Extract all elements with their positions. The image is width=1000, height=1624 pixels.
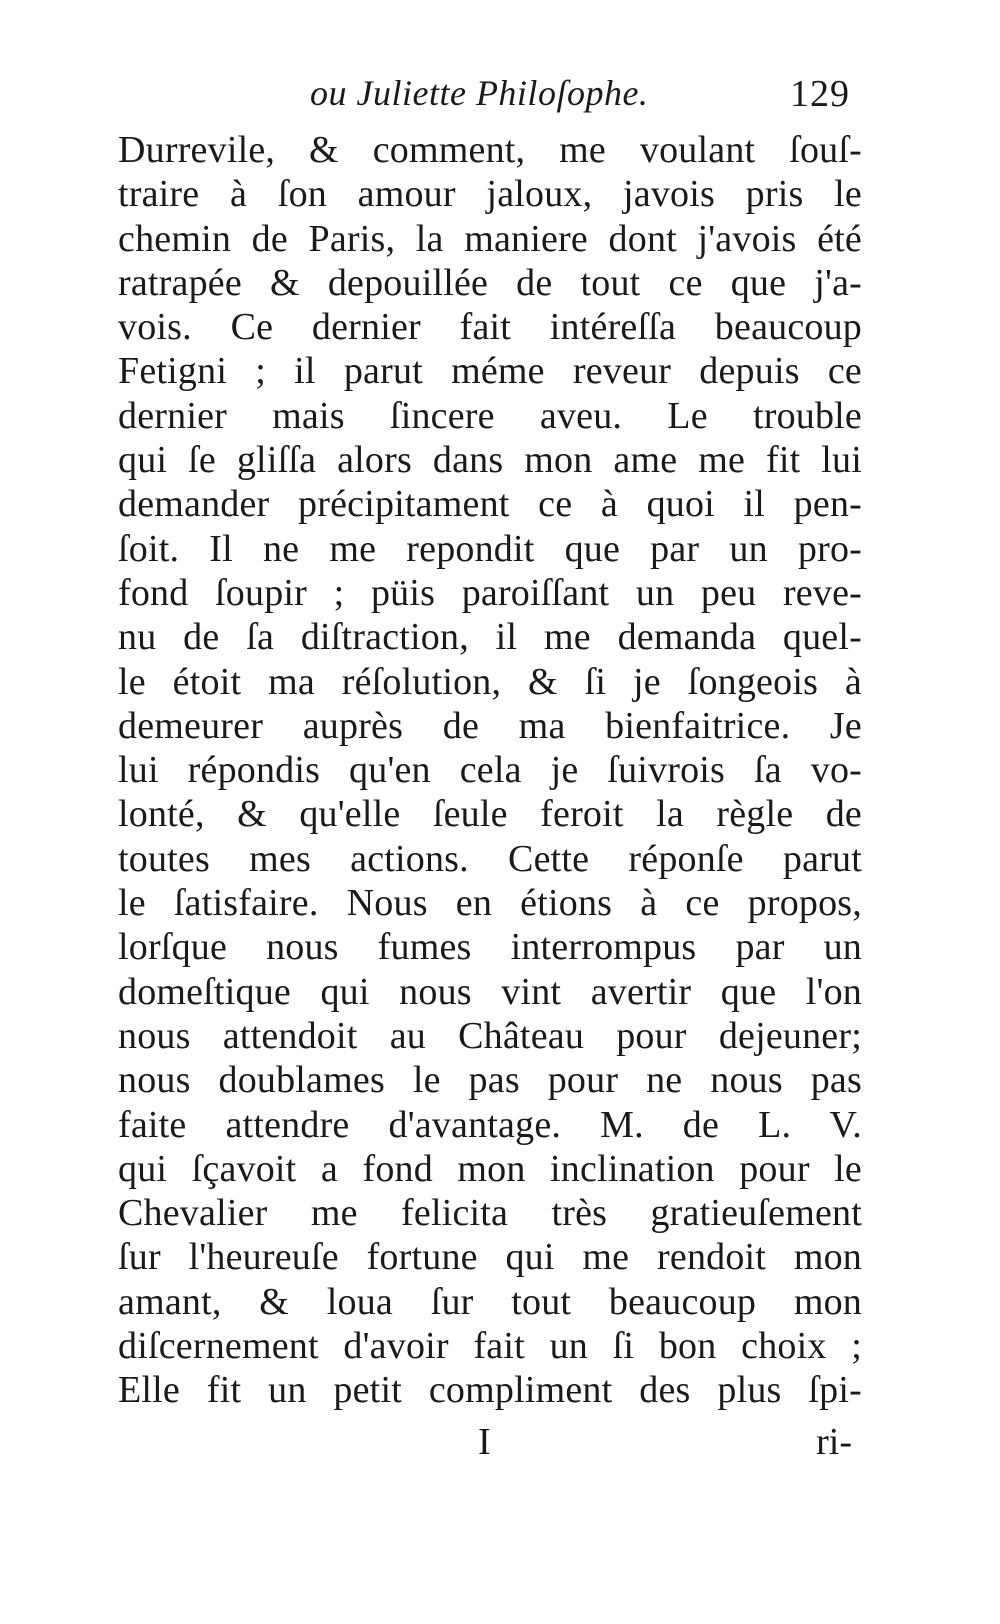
page-footer bbox=[118, 1420, 862, 1466]
text-line: fond ſoupir ; püis paroiſſant un peu reve- bbox=[118, 571, 862, 614]
catchword: ri- bbox=[816, 1421, 852, 1463]
text-line: faite attendre d'avantage. M. de L. V. bbox=[118, 1103, 862, 1146]
text-line: Durrevile, & comment, me voulant ſouſ- bbox=[118, 129, 862, 171]
text-line: nous attendoit au Château pour dejeuner; bbox=[118, 1014, 862, 1057]
body-text bbox=[118, 128, 862, 1413]
text-line: qui ſe gliſſa alors dans mon ame me fit lui bbox=[118, 439, 862, 482]
text-line: domeſtique qui nous vint avertir que l'on bbox=[118, 970, 862, 1013]
text-line: traire à ſon amour jaloux, javois pris le bbox=[118, 173, 862, 216]
running-title: ou Juliette Philoſophe. bbox=[310, 73, 649, 113]
text-line: nu de ſa diſtraction, il me demanda quel- bbox=[118, 616, 862, 659]
text-line: demander précipitament ce à quoi il pen- bbox=[118, 483, 862, 526]
text-line: dernier mais ſincere aveu. Le trouble bbox=[118, 394, 862, 437]
text-line: vois. Ce dernier fait intéreſſa beaucoup bbox=[118, 306, 862, 349]
text-line: toutes mes actions. Cette réponſe parut bbox=[118, 837, 862, 880]
text-line: le étoit ma réſolution, & ſi je ſongeois à bbox=[118, 660, 862, 703]
text-line: nous doublames le pas pour ne nous pas bbox=[118, 1059, 862, 1102]
text-line: Elle fit un petit compliment des plus ſpi- bbox=[118, 1369, 862, 1412]
running-head bbox=[120, 72, 860, 120]
text-line: diſcernement d'avoir fait un ſi bon choix ; bbox=[118, 1325, 862, 1368]
text-line: lorſque nous fumes interrompus par un bbox=[118, 926, 862, 969]
text-line: le ſatisfaire. Nous en étions à ce propos, bbox=[118, 882, 862, 925]
text-line: ſur l'heureuſe fortune qui me rendoit mon bbox=[118, 1236, 862, 1279]
text-line: Fetigni ; il parut méme reveur depuis ce bbox=[118, 350, 862, 393]
text-line: qui ſçavoit a fond mon inclination pour le bbox=[118, 1147, 862, 1190]
text-line: ſoit. Il ne me repondit que par un pro- bbox=[118, 527, 862, 570]
text-line: ratrapée & depouillée de tout ce que j'a- bbox=[118, 261, 862, 304]
text-line: amant, & loua ſur tout beaucoup mon bbox=[118, 1280, 862, 1323]
text-line: lui répondis qu'en cela je ſuivrois ſa vo- bbox=[118, 749, 862, 792]
signature-mark: I bbox=[478, 1421, 491, 1463]
text-line: chemin de Paris, la maniere dont j'avois été bbox=[118, 217, 862, 260]
page-number: 129 bbox=[790, 73, 850, 115]
text-line: Chevalier me felicita très gratieuſement bbox=[118, 1192, 862, 1235]
text-line: demeurer auprès de ma bienfaitrice. Je bbox=[118, 704, 862, 747]
text-line: lonté, & qu'elle ſeule feroit la règle de bbox=[118, 793, 862, 836]
